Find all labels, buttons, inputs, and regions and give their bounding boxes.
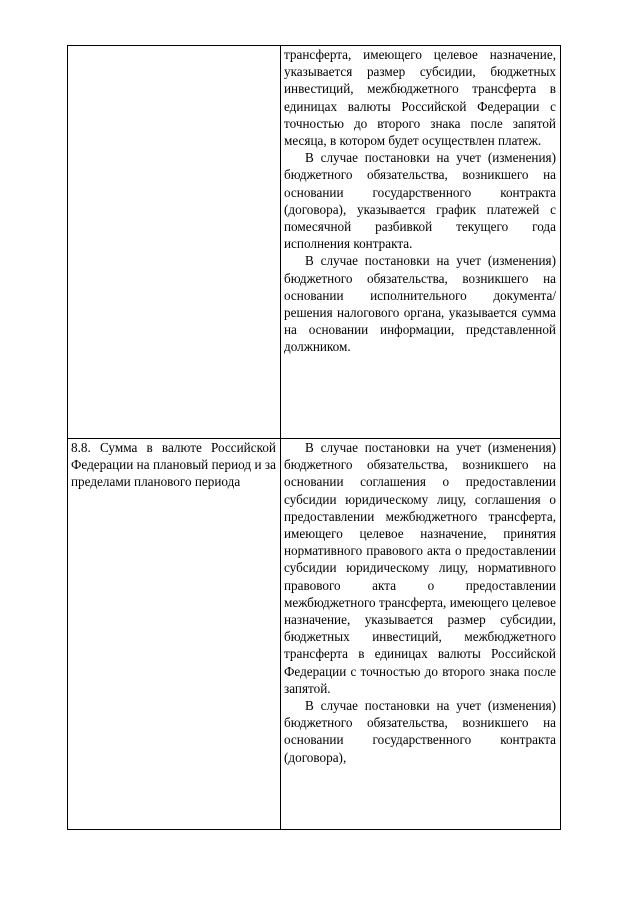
row2-paragraph-1: В случае постановки на учет (изменения) бюджетного обязательства, возникшего на основании соглашения о предоставлении субсидии юридическому лицу, соглашения о предоставлении межбюджетного трансферта, имеющего целевое назначение, принятия нормативного правового акта о предоставлении субсидии юридическому лицу, нормативного правового акта о предоставлении межбюджетного трансферта, имеющего целевое назначение, указывается размер субсидии, бюджетных инвестиций, межбюджетного трансферта в единицах валюты Российской Федерации с точностью до второго знака после запятой. <box>284 440 556 696</box>
row1-paragraph-1: трансферта, имеющего целевое назначение, указывается размер субсидии, бюджетных инвестиций, межбюджетного трансферта в единицах валюты Российской Федерации с точностью до второго знака после запятой месяца, в котором будет осуществлен платеж. <box>284 47 556 149</box>
row1-paragraph-3: В случае постановки на учет (изменения) бюджетного обязательства, возникшего на основании исполнительного документа/решения налогового органа, указывается сумма на основании информации, представленной должником. <box>284 253 556 355</box>
row2-left-cell <box>68 439 281 830</box>
row2-left-text: 8.8. Сумма в валюте Российской Федерации на плановый период и за пределами планового периода <box>71 440 276 490</box>
row1-right-cell <box>281 46 561 439</box>
row2-paragraph-2: В случае постановки на учет (изменения) бюджетного обязательства, возникшего на основании государственного контракта (договора), <box>284 698 556 765</box>
row1-left-cell <box>68 46 281 439</box>
row2-right-cell <box>281 439 561 830</box>
table-row <box>68 46 561 439</box>
row1-paragraph-2: В случае постановки на учет (изменения) бюджетного обязательства, возникшего на основании государственного контракта (договора), указывается график платежей с помесячной разбивкой текущего года исполнения контракта. <box>284 150 556 252</box>
document-table <box>67 45 561 830</box>
table-row <box>68 439 561 830</box>
